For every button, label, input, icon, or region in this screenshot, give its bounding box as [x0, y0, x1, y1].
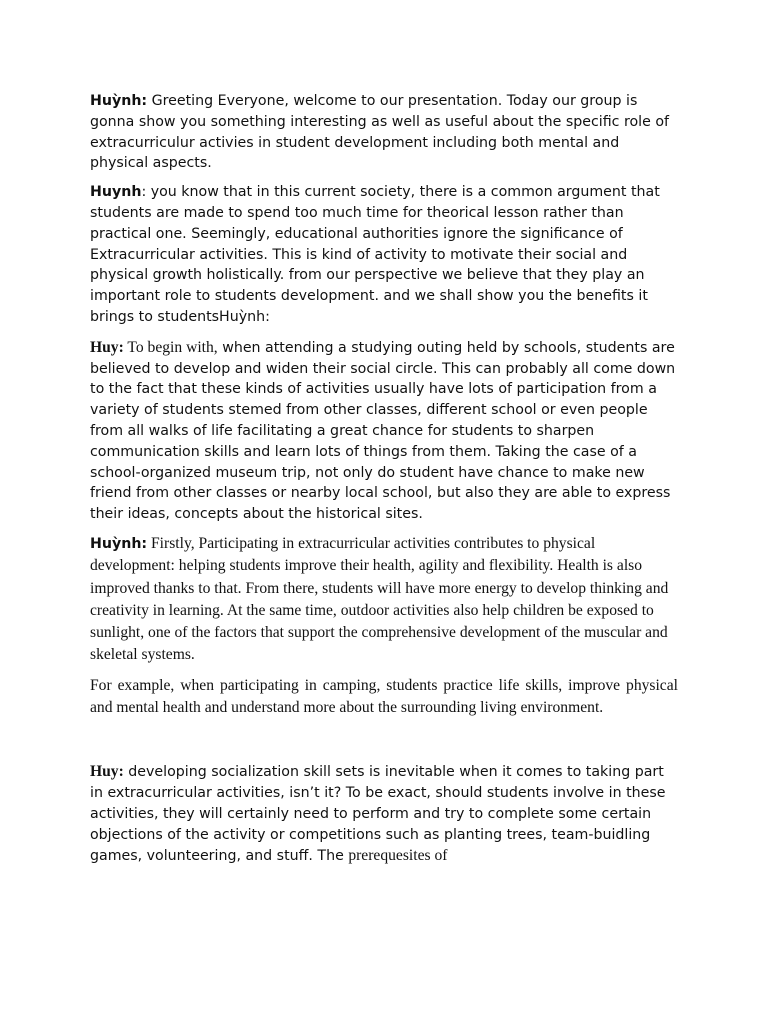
- document-page: [90, 91, 678, 874]
- paragraph-text: when attending a studying outing held by schools, students are believed to develop and widen their social circle. This can probably all come down to the fact that these kinds of activities usually have lots of participation from a variety of students stemed from other classes, different school or even people from all walks of life facilitating a great chance for students to sharpen communication skills and learn lots of things from them. Taking the case of a school-organized museum trip, not only do student have chance to make new friend from other classes or nearby local school, but also they are able to express their ideas, concepts about the historical sites.: [90, 339, 676, 523]
- speaker-label: Huỳnh:: [90, 535, 148, 552]
- speaker-label: Huynh: [90, 184, 142, 201]
- paragraph-lead: To begin with,: [123, 338, 218, 356]
- paragraph-text: developing socialization skill sets is inevitable when it comes to taking part in extracurricular activities, isn’t it? To be exact, should students involve in these activities, they will certainly need to perform and try to complete some certain objections of the activity or competitions such as planting trees, team-buidling games, volunteering, and stuff. The: [90, 764, 666, 864]
- paragraph-text: For example, when participating in camping, students practice life skills, improve physical and mental health and understand more about the surrounding living environment.: [90, 676, 678, 717]
- paragraph-2: [90, 182, 678, 328]
- speaker-label: Huy:: [90, 763, 124, 781]
- paragraph-3: [90, 338, 678, 525]
- speaker-label: Huy:: [90, 338, 124, 356]
- empty-line: [90, 727, 678, 762]
- paragraph-text: Firstly, Participating in extracurricular activities contributes to physical development: helping students improve their health, agility and flexibility. Health is also improved thanks to that. From there, students will have more energy to develop thinking and creativity in learning. At the same time, outdoor activities also help children be exposed to sunlight, one of the factors that support the comprehensive development of the muscular and skeletal systems.: [90, 534, 669, 664]
- paragraph-6: [90, 762, 678, 866]
- paragraph-tail: prerequesites of: [348, 846, 448, 864]
- paragraph-4: [90, 533, 678, 667]
- speaker-label: Huỳnh:: [90, 93, 148, 109]
- paragraph-text: : you know that in this current society, there is a common argument that students are made to spend too much time for theorical lesson rather than practical one. Seemingly, educational authorities ignore the significance of Extracurricular activities. This is kind of activity to motivate their social and physical growth holistically. from our perspective we believe that they play an important role to students development. and we shall show you the benefits it brings to studentsHuỳnh:: [90, 184, 660, 325]
- paragraph-text: Greeting Everyone, welcome to our presentation. Today our group is gonna show you something interesting as well as useful about the specific role of extracurriculur activies in student development including both mental and physical aspects.: [90, 93, 670, 172]
- paragraph-1: [90, 91, 678, 174]
- paragraph-5: [90, 675, 678, 720]
